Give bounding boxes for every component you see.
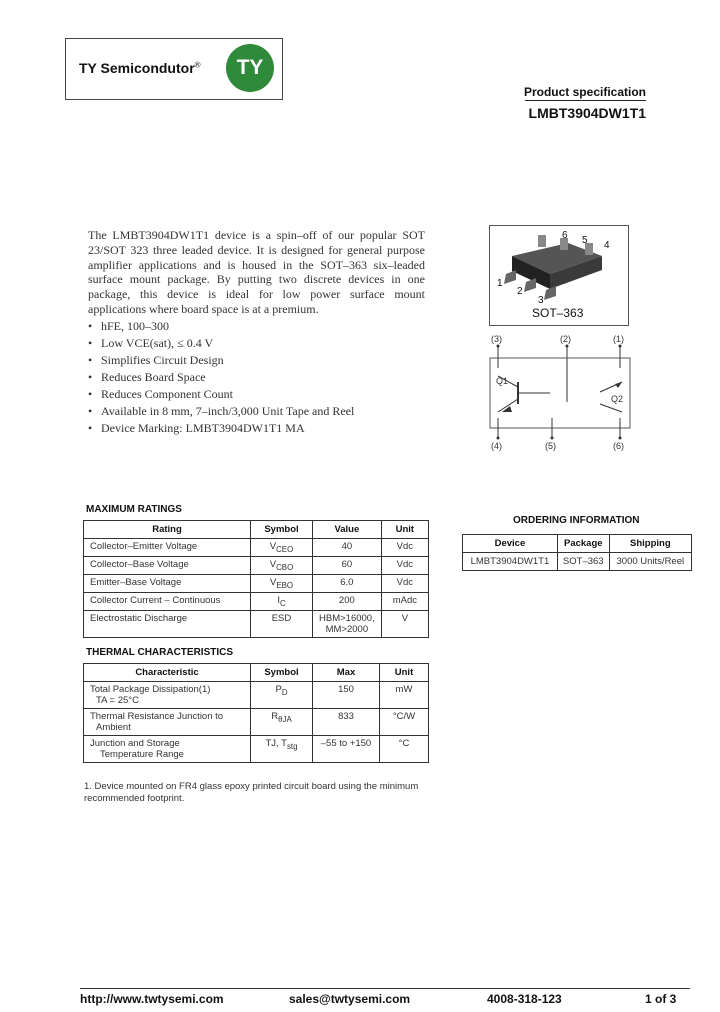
schematic-pin-label: (4) (491, 441, 502, 451)
max-ratings-title: MAXIMUM RATINGS (86, 504, 182, 515)
thermal-table (83, 663, 429, 763)
shipping-cell: 3000 Units/Reel (609, 553, 691, 571)
device-cell: LMBT3904DW1T1 (463, 553, 558, 571)
schematic-pin-label: (1) (613, 334, 624, 344)
schematic-pin-label: (6) (613, 441, 624, 451)
feature-list (88, 318, 354, 437)
unit-cell: V (381, 610, 428, 637)
ordering-title: ORDERING INFORMATION (513, 515, 640, 526)
characteristic-cell: Junction and Storage Temperature Range (84, 736, 251, 763)
column-header: Value (313, 521, 382, 539)
value-cell: 200 (313, 592, 382, 610)
footer-url[interactable]: http://www.twtysemi.com (80, 992, 224, 1006)
rating-cell: Collector–Emitter Voltage (84, 539, 251, 557)
package-name: SOT–363 (532, 306, 584, 320)
value-cell: HBM>16000, MM>2000 (313, 610, 382, 637)
value-cell: 40 (313, 539, 382, 557)
description: The LMBT3904DW1T1 device is a spin–off of our popular SOT 23/SOT 323 three leaded device. It is designed for general purpose amplifier applications and is housed in the SOT–363 six–leaded surface mount package. By putting two discrete devices in one package, this device is ideal for low power surface mount applications where board space is at a premium. (88, 228, 425, 316)
transistor-q2-label: Q2 (611, 394, 624, 404)
table-row (84, 556, 429, 574)
table-header-row (84, 521, 429, 539)
characteristic-cell: Thermal Resistance Junction to Ambient (84, 709, 251, 736)
column-header: Characteristic (84, 664, 251, 682)
feature-item: • Simplifies Circuit Design (88, 352, 354, 369)
table-header-row (463, 535, 692, 553)
value-cell: 60 (313, 556, 382, 574)
footer-phone: 4008-318-123 (487, 992, 562, 1006)
column-header: Symbol (251, 664, 313, 682)
unit-cell: Vdc (381, 556, 428, 574)
pin-label: 6 (562, 230, 568, 241)
table-row (463, 553, 692, 571)
feature-item: • Reduces Board Space (88, 369, 354, 386)
pin-label: 5 (582, 235, 588, 246)
value-cell: 6.0 (313, 574, 382, 592)
schematic-pin-label: (5) (545, 441, 556, 451)
column-header: Unit (380, 664, 429, 682)
column-header: Package (557, 535, 609, 553)
page-number: 1 of 3 (645, 992, 677, 1006)
schematic-pin-label: (3) (491, 334, 502, 344)
table-row (84, 682, 429, 709)
footer-rule (80, 988, 690, 989)
footer-email[interactable]: sales@twtysemi.com (289, 992, 411, 1006)
thermal-title: THERMAL CHARACTERISTICS (86, 647, 234, 658)
symbol-cell: TJ, $T_{stg}$ (251, 736, 313, 763)
table-row (84, 539, 429, 557)
max-ratings-table (83, 520, 429, 638)
pin-label: 2 (517, 286, 523, 297)
table-row (84, 736, 429, 763)
schematic-diagram (480, 332, 640, 452)
package-cell: SOT–363 (557, 553, 609, 571)
symbol-cell: ESD (251, 610, 313, 637)
doc-type: Product specification (523, 85, 646, 99)
unit-cell: Vdc (381, 539, 428, 557)
ty-logo-icon: TY (226, 44, 274, 92)
symbol-cell: $I_C$ (251, 592, 313, 610)
characteristic-cell: Total Package Dissipation(1) TA = 25°C (84, 682, 251, 709)
max-cell: 150 (313, 682, 380, 709)
column-header: Unit (381, 521, 428, 539)
feature-item: • Low VCE(sat), ≤ 0.4 V (88, 335, 354, 352)
table-header-row (84, 664, 429, 682)
column-header: Rating (84, 521, 251, 539)
feature-item: • hFE, 100–300 (88, 318, 354, 335)
table-row (84, 574, 429, 592)
footnote: 1. Device mounted on FR4 glass epoxy printed circuit board using the minimum recommended footprint. (84, 781, 419, 804)
symbol-cell: $V_{EBO}$ (251, 574, 313, 592)
symbol-cell: $R_{\theta JA}$ (251, 709, 313, 736)
max-cell: –55 to +150 (313, 736, 380, 763)
feature-item: • Reduces Component Count (88, 386, 354, 403)
company-name: TY Semicondutor® (79, 60, 201, 76)
pin-label: 3 (538, 295, 544, 306)
rating-cell: Electrostatic Discharge (84, 610, 251, 637)
column-header: Max (313, 664, 380, 682)
pin-label: 1 (497, 278, 503, 289)
rating-cell: Collector Current – Continuous (84, 592, 251, 610)
schematic-pin-label: (2) (560, 334, 571, 344)
ordering-table (462, 534, 692, 571)
column-header: Device (463, 535, 558, 553)
part-number: LMBT3904DW1T1 (528, 105, 646, 121)
column-header: Symbol (251, 521, 313, 539)
unit-cell: mAdc (381, 592, 428, 610)
registered-mark: ® (194, 60, 201, 70)
unit-cell: °C (380, 736, 429, 763)
table-row (84, 592, 429, 610)
company-logo-box (65, 38, 283, 100)
column-header: Shipping (609, 535, 691, 553)
unit-cell: °C/W (380, 709, 429, 736)
feature-item: • Device Marking: LMBT3904DW1T1 MA (88, 420, 354, 437)
rating-cell: Collector–Base Voltage (84, 556, 251, 574)
rating-cell: Emitter–Base Voltage (84, 574, 251, 592)
symbol-cell: $V_{CEO}$ (251, 539, 313, 557)
table-row (84, 709, 429, 736)
feature-item: • Available in 8 mm, 7–inch/3,000 Unit Tape and Reel (88, 403, 354, 420)
transistor-q1-label: Q1 (496, 376, 509, 386)
unit-cell: mW (380, 682, 429, 709)
pin-label: 4 (604, 240, 610, 251)
table-row (84, 610, 429, 637)
max-cell: 833 (313, 709, 380, 736)
symbol-cell: $V_{CBO}$ (251, 556, 313, 574)
unit-cell: Vdc (381, 574, 428, 592)
header-rule (525, 100, 646, 101)
symbol-cell: $P_D$ (251, 682, 313, 709)
